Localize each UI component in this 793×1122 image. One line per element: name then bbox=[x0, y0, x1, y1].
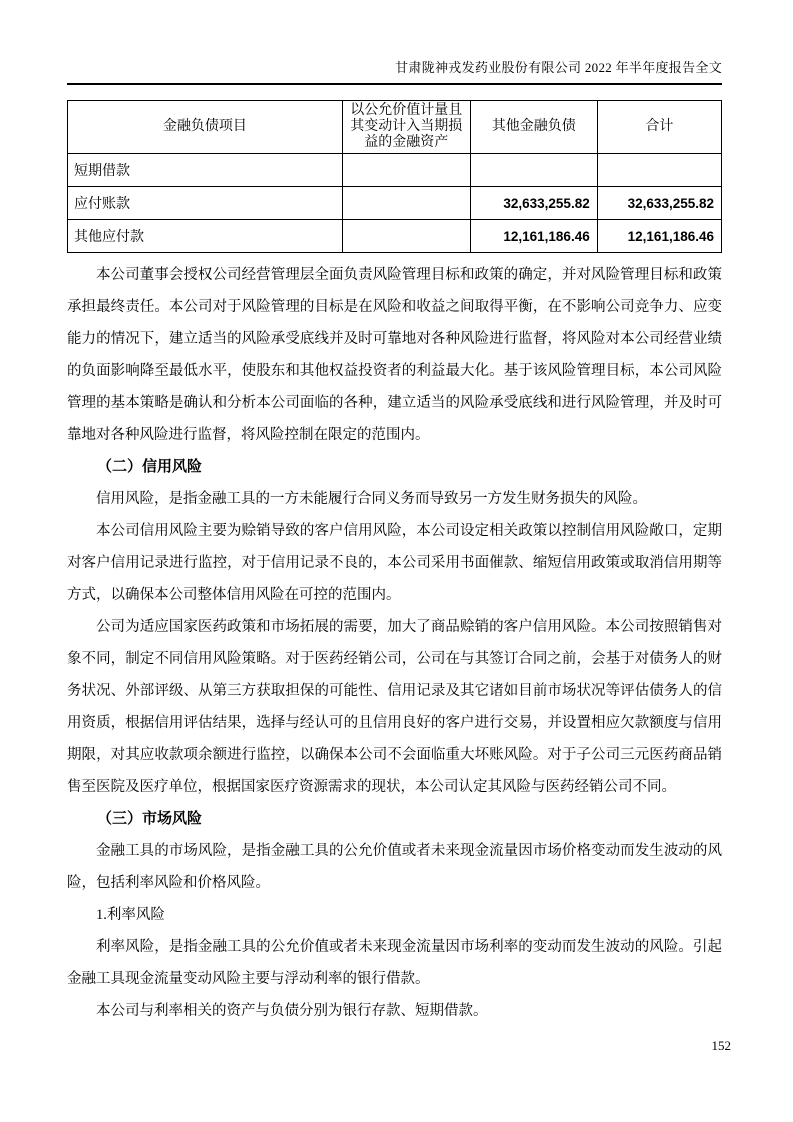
cell-fair-value bbox=[342, 220, 470, 253]
row-label: 其他应付款 bbox=[68, 220, 343, 253]
section-heading-market-risk: （三）市场风险 bbox=[97, 810, 203, 827]
cell-fair-value bbox=[342, 154, 470, 187]
column-header-other-liabilities: 其他金融负债 bbox=[470, 101, 597, 154]
row-label: 短期借款 bbox=[68, 154, 343, 187]
paragraph-market-risk-definition: 金融工具的市场风险，是指金融工具的公允价值或者未来现金流量因市场价格变动而发生波动的风险，包括利率风险和价格风险。 bbox=[67, 843, 722, 891]
body-text bbox=[67, 259, 722, 1027]
cell-fair-value bbox=[342, 187, 470, 220]
report-title: 甘肃陇神戎发药业股份有限公司 2022 年半年度报告全文 bbox=[395, 60, 722, 75]
cell-other-liabilities bbox=[470, 154, 597, 187]
column-header-item: 金融负债项目 bbox=[68, 101, 343, 154]
cell-total: 12,161,186.46 bbox=[597, 220, 721, 253]
cell-total: 32,633,255.82 bbox=[597, 187, 721, 220]
section-heading-credit-risk: （二）信用风险 bbox=[97, 458, 203, 475]
column-header-total: 合计 bbox=[597, 101, 721, 154]
table-header-row bbox=[68, 101, 722, 154]
cell-other-liabilities: 12,161,186.46 bbox=[470, 220, 597, 253]
page-content bbox=[67, 0, 722, 1027]
table-row bbox=[68, 187, 722, 220]
paragraph-credit-risk-policy: 本公司信用风险主要为赊销导致的客户信用风险，本公司设定相关政策以控制信用风险敞口，定期对客户信用记录进行监控，对于信用记录不良的，本公司采用书面催款、缩短信用政策或取消信用期等方式，以确保本公司整体信用风险在可控的范围内。 bbox=[67, 523, 722, 603]
paragraph-interest-rate-risk: 利率风险，是指金融工具的公允价值或者未来现金流量因市场利率的变动而发生波动的风险。引起金融工具现金流量变动风险主要与浮动利率的银行借款。 bbox=[67, 939, 722, 987]
cell-other-liabilities: 32,633,255.82 bbox=[470, 187, 597, 220]
running-header bbox=[67, 0, 722, 85]
paragraph-credit-risk-strategy: 公司为适应国家医药政策和市场拓展的需要，加大了商品赊销的客户信用风险。本公司按照销售对象不同，制定不同信用风险策略。对于医药经销公司，公司在与其签订合同之前，会基于对债务人的财务状况、外部评级、从第三方获取担保的可能性、信用记录及其它诸如目前市场状况等评估债务人的信用资质，根据信用评估结果，选择与经认可的且信用良好的客户进行交易，并设置相应欠款额度与信用期限，对其应收款项余额进行监控，以确保本公司不会面临重大坏账风险。对于子公司三元医药商品销售至医院及医疗单位，根据国家医疗资源需求的现状，本公司认定其风险与医药经销公司不同。 bbox=[67, 619, 722, 795]
page-number: 152 bbox=[711, 1038, 731, 1053]
paragraph-risk-management: 本公司董事会授权公司经营管理层全面负责风险管理目标和政策的确定，并对风险管理目标和政策承担最终责任。本公司对于风险管理的目标是在风险和收益之间取得平衡，在不影响公司竞争力、应变能力的情况下，建立适当的风险承受底线并及时可靠地对各种风险进行监督，将风险对本公司经营业绩的负面影响降至最低水平，使股东和其他权益投资者的利益最大化。基于该风险管理目标，本公司风险管理的基本策略是确认和分析本公司面临的各种，建立适当的风险承受底线和进行风险管理，并及时可靠地对各种风险进行监督，将风险控制在限定的范围内。 bbox=[67, 267, 722, 443]
row-label: 应付账款 bbox=[68, 187, 343, 220]
financial-liabilities-table bbox=[67, 100, 722, 253]
subheading-interest-rate-risk: 1.利率风险 bbox=[96, 907, 165, 923]
table-row bbox=[68, 154, 722, 187]
column-header-fair-value: 以公允价值计量且其变动计入当期损益的金融资产 bbox=[342, 101, 470, 154]
table-row bbox=[68, 220, 722, 253]
cell-total bbox=[597, 154, 721, 187]
paragraph-credit-risk-definition: 信用风险，是指金融工具的一方未能履行合同义务而导致另一方发生财务损失的风险。 bbox=[96, 491, 647, 507]
paragraph-interest-rate-assets: 本公司与利率相关的资产与负债分别为银行存款、短期借款。 bbox=[96, 1003, 488, 1019]
